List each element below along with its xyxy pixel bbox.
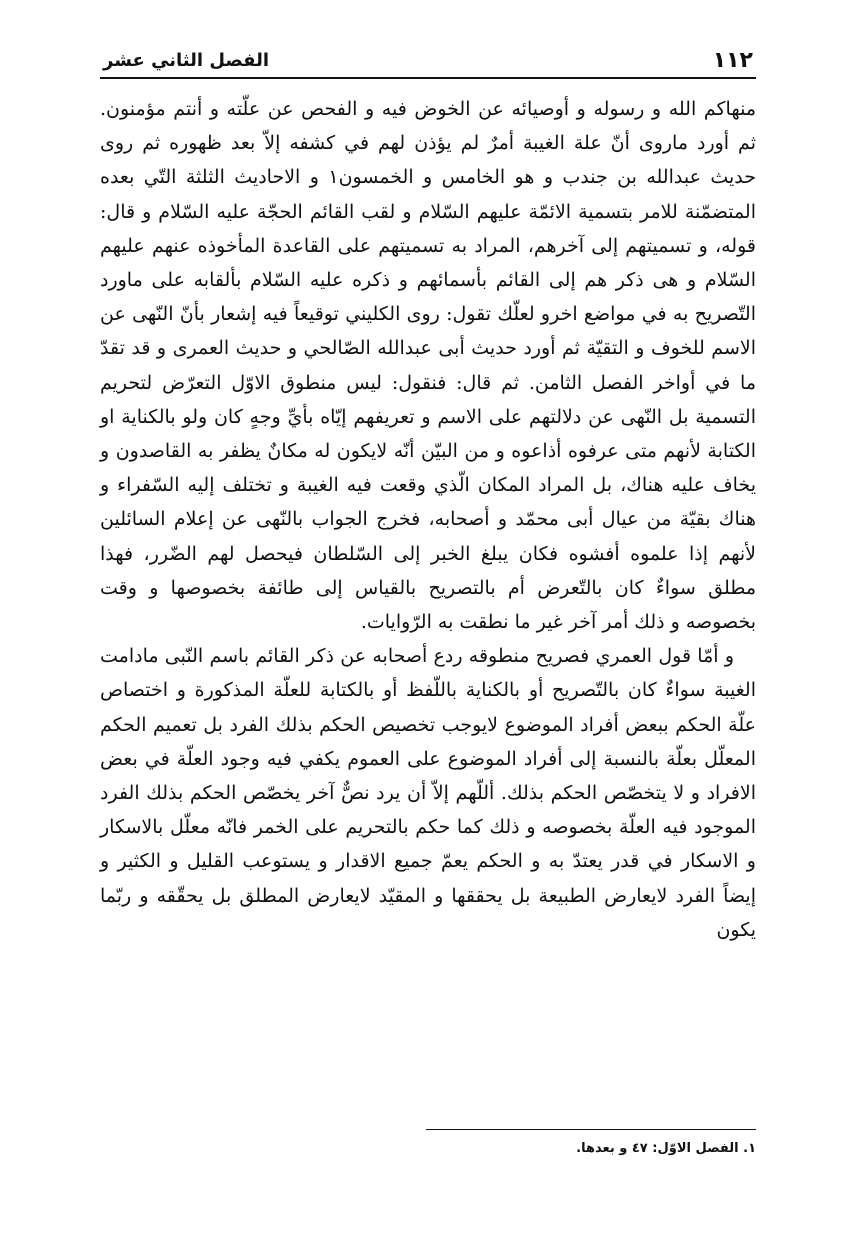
footnote-divider [426,1129,756,1130]
header-divider [100,77,756,79]
page-number: ١١٢ [712,48,753,73]
paragraph-1: منهاكم الله و رسوله و أوصيائه عن الخوض فيه و الفحص عن علّته و أنتم مؤمنون. ثم أورد ماروى أنّ علة الغيبة أمرٌ لم يؤذن لهم في كشفه إلاّ بعد ظهوره ثم روى حديث عبدالله بن جندب و هو الخامس و الخمسون١ و الاحاديث الثلثة التّي بعده المتضمّنة للامر بتسمية الائمّة عليهم السّلام و لقب القائم الحجّة عليه السّلام و قال: قوله، و تسميتهم إلى آخرهم، المراد به تسميتهم على القاعدة المأخوذه عنهم عليهم السّلام و هى ذكر هم إلى القائم بأسمائهم و ذكره عليه السّلام بألقابه على ماورد التّصريح به في مواضع اخرو لعلّك تقول: روى الكليني توقيعاً فيه إشعار بأنّ النّهى عن الاسم للخوف و التقيّة ثم أورد حديث أبى عبدالله الصّالحي و حديث العمرى و قد تقدّ ما في أواخر الفصل الثامن. ثم قال: فنقول: ليس منطوق الاوّل التعرّض لتحريم التسمية بل النّهى عن دلالتهم على الاسم و تعريفهم إيّاه بأيِّ وجهٍ كان ولو بالكناية او الكتابة لأنهم متى عرفوه أذاعوه و من البيّن أنّه لايكون له مكانٌ يظفر به القاصدون و يخاف عليه هناك، بل المراد المكان الّذي وقعت فيه الغيبة و تختلف إليه السّفراء و هناك بقيّة من عيال أبى محمّد و أصحابه، فخرج الجواب بالنّهى عن إعلام السائلين لأنهم إذا علموه أفشوه فكان يبلغ الخبر إلى السّلطان فيحصل لهم الضّرر، فهذا مطلق سواءٌ كان بالتّعرض أم بالتصريح بالقياس إلى طائفة بخصوصها و وقت بخصوصه و ذلك أمر آخر غير ما نطقت به الرّوايات. [100,98,756,634]
paragraph-2: و أمّا قول العمري فصريح منطوقه ردع أصحابه عن ذكر القائم باسم النّبى مادامت الغيبة سواءٌ كان بالتّصريح أو بالكناية باللّفظ أو بالكتابة للعلّة المذكورة و اختصاص علّة الحكم ببعض أفراد الموضوع لايوجب تخصيص الحكم بذلك الفرد بل تعميم الحكم المعلّل بعلّة بالنسبة إلى أفراد الموضوع على العموم يكفي فيه وجود العلّة في بعض الافراد و لا يتخصّص الحكم بذلك. أللّهم إلاّ أن يرد نصٌّ آخر يخصّص الحكم بذلك الفرد الموجود فيه العلّة بخصوصه و ذلك كما حكم بالتحريم على الخمر فانّه معلّل بالاسكار و الاسكار في قدر يعتدّ به و الحكم يعمّ جميع الاقدار و يستوعب القليل و الكثير و إيضاً الفرد لايعارض الطبيعة بل يحققها و المقيّد لايعارض المطلق بل يحقّقه و ربّما يكون [100,645,756,941]
body-text [100,92,756,947]
footnote: ١. الفصل الاوّل: ٤٧ و بعدها. [576,1141,756,1156]
chapter-title: الفصل الثاني عشر [103,50,270,71]
page-header [103,38,753,74]
